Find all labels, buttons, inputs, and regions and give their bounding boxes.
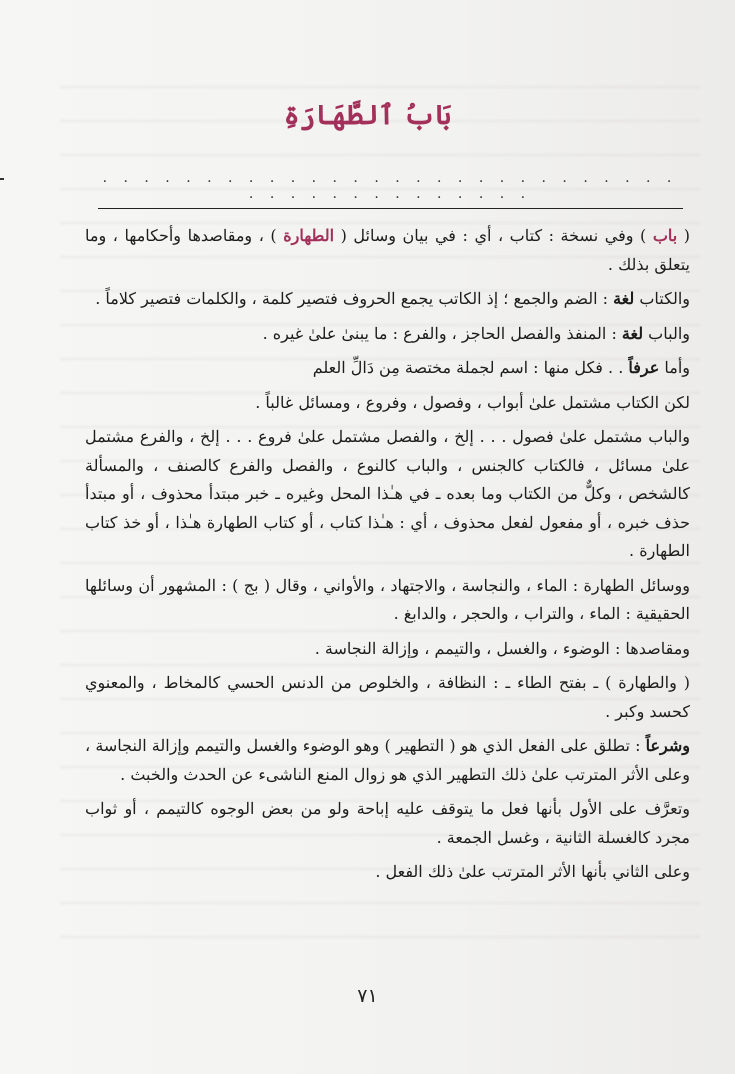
keyword-urfan: عرفاً [628,358,660,377]
paragraph-7: ووسائل الطهارة : الماء ، والنجاسة ، والاجتهاد ، والأواني ، وقال ( بج ) : المشهور أن وسائلها الحقيقية : الماء ، والتراب ، والحجر ، والدابغ . [85,575,690,623]
dotted-separator: . . . . . . . . . . . . . . . . . . . . . . . . . . . . . . . . . . . . . . . . . . [102,170,678,202]
paragraph-12: وعلى الثاني بأنها الأثر المترتب علىٰ ذلك الفعل . [375,862,690,881]
paragraph-11: وتعرَّف على الأول بأنها فعل ما يتوقف عليه إباحة ولو من بعض الوجوه كالتيمم ، أو ثواب مجرد كالغسلة الثانية ، وغسل الجمعة . [85,799,690,847]
paragraph-8: ومقاصدها : الوضوء ، والغسل ، والتيمم ، وإزالة النجاسة . [314,638,690,658]
header-rule [98,208,683,209]
paragraph-10: وشرعاً : تطلق على الفعل الذي هو ( التطهير ) وهو الوضوء والغسل والتيمم وإزالة النجاسة ، وعلى الأثر المترتب علىٰ ذلك التطهير الذي هو زوال المنع الناشىء عن الحدث والخبث . [85,736,690,784]
paragraph-3: والباب لغة : المنفذ والفصل الحاجز ، والفرع : ما يبنىٰ علىٰ غيره . [262,323,690,343]
page-number: ٧١ [357,985,378,1007]
paragraph-5: لكن الكتاب مشتمل علىٰ أبواب ، وفصول ، وفروع ، ومسائل غالباً . [255,392,690,412]
paragraph-1: ( باب ) وفي نسخة : كتاب ، أي : في بيان وسائل ( الطهارة ) ، ومقاصدها وأحكامها ، وما يتعلق بذلك . [85,226,690,274]
keyword-taharah: الطهارة [283,226,335,245]
paragraph-9: ( والطهارة ) ـ بفتح الطاء ـ : النظافة ، والخلوص من الدنس الحسي كالمخاط ، والمعنوي كحسد وكبر . [85,673,690,721]
paragraph-4: وأما عرفاً . . فكل منها : اسم لجملة مختصة مِن دَالِّ العلم [312,358,690,377]
keyword-bab: باب [652,226,678,245]
body-text [85,222,690,893]
keyword-lughah-2: لغة [621,323,644,343]
keyword-shar-an: وشرعاً [645,736,690,755]
chapter-title: بَابُ ٱلطَّهَارَةِ [283,100,452,131]
page-edge-mark [0,178,4,180]
paragraph-2: والكتاب لغة : الضم والجمع ؛ إذ الكاتب يجمع الحروف فتصير كلمة ، والكلمات فتصير كلاماً . [95,289,690,308]
keyword-lughah: لغة [613,289,635,308]
paragraph-6: والباب مشتمل علىٰ فصول . . . إلخ ، والفصل مشتمل علىٰ فروع . . . إلخ ، والفرع مشتمل علىٰ مسائل ، فالكتاب كالجنس ، والباب كالنوع ، والفصل والفرع كالصنف ، والمسألة كالشخص ، وكلٌّ من الكتاب وما بعده ـ في هـٰذا المحل وغيره ـ خبر مبتدأ محذوف ، أو مبتدأ حذف خبره ، أو مفعول لفعل محذوف ، أي : هـٰذا كتاب ، أو كتاب الطهارة هـٰذا ، أو خذ كتاب الطهارة . [85,427,691,560]
